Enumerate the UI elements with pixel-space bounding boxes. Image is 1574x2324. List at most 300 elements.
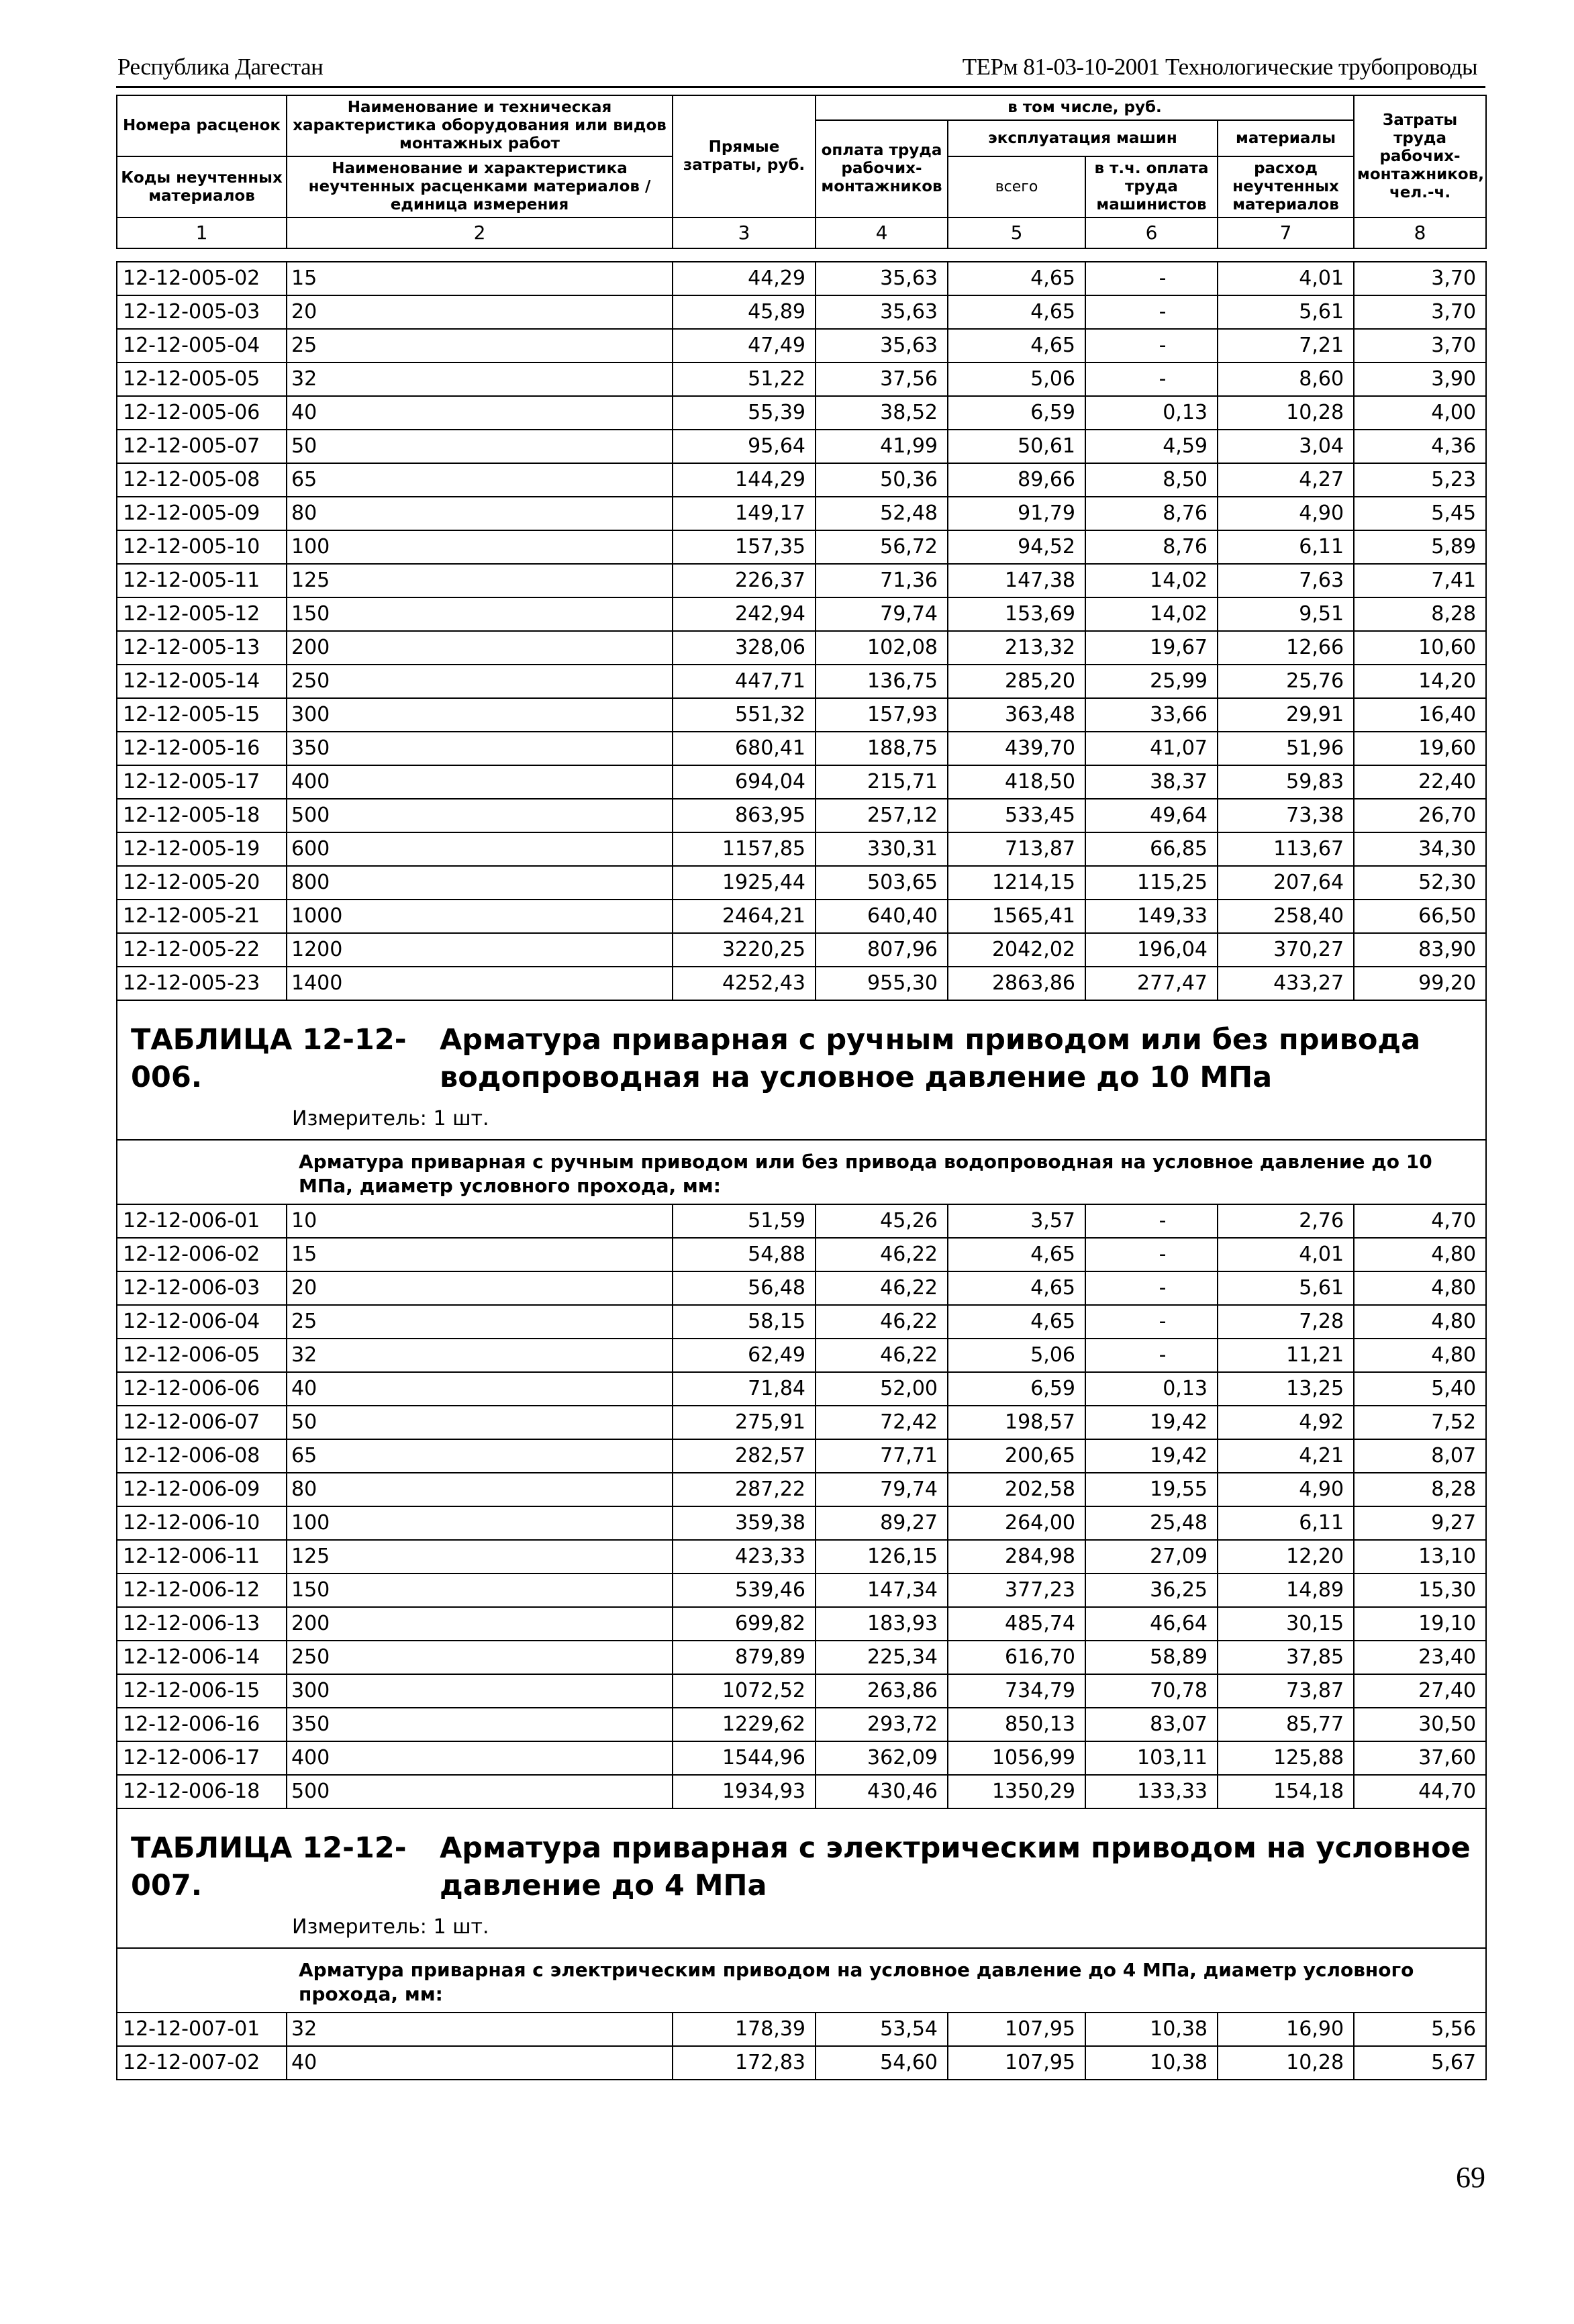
direct-costs-cell: 172,83 (673, 2046, 816, 2080)
diameter-cell: 400 (287, 1741, 673, 1775)
machinists-pay-cell: 8,50 (1085, 463, 1218, 497)
table-row (117, 1674, 1486, 1708)
labor-pay-cell: 41,99 (816, 430, 948, 463)
machinists-pay-cell: 277,47 (1085, 967, 1218, 1000)
direct-costs-cell: 242,94 (673, 597, 816, 631)
machines-total-cell: 5,06 (948, 362, 1085, 396)
labor-pay-cell: 77,71 (816, 1439, 948, 1473)
table-row (117, 1271, 1486, 1305)
labor-hours-cell: 4,80 (1354, 1271, 1486, 1305)
machines-total-cell: 213,32 (948, 631, 1085, 665)
table-row (117, 1607, 1486, 1641)
table-row (117, 1372, 1486, 1406)
machinists-pay-cell: - (1085, 1339, 1218, 1372)
labor-pay-cell: 136,75 (816, 665, 948, 698)
rate-code-cell: 12-12-006-08 (117, 1439, 287, 1473)
rate-code-cell: 12-12-005-08 (117, 463, 287, 497)
table-row (117, 1406, 1486, 1439)
header-row-1 (117, 95, 1486, 120)
diameter-cell: 500 (287, 799, 673, 832)
table-row (117, 1439, 1486, 1473)
header-document-code: ТЕРм 81-03-10-2001 Технологические трубопроводы (962, 54, 1477, 80)
diameter-cell: 80 (287, 1473, 673, 1506)
diameter-cell: 40 (287, 1372, 673, 1406)
table-row (117, 866, 1486, 900)
labor-hours-cell: 9,27 (1354, 1506, 1486, 1540)
direct-costs-cell: 178,39 (673, 2013, 816, 2046)
machines-total-cell: 153,69 (948, 597, 1085, 631)
rate-code-cell: 12-12-006-07 (117, 1406, 287, 1439)
rate-code-cell: 12-12-006-10 (117, 1506, 287, 1540)
rate-code-cell: 12-12-005-11 (117, 564, 287, 597)
diameter-cell: 250 (287, 1641, 673, 1674)
direct-costs-cell: 47,49 (673, 329, 816, 362)
rate-code-cell: 12-12-006-01 (117, 1204, 287, 1238)
diameter-cell: 80 (287, 497, 673, 530)
machines-total-cell: 363,48 (948, 698, 1085, 732)
machinists-pay-cell: - (1085, 1238, 1218, 1271)
machinists-pay-cell: 0,13 (1085, 396, 1218, 430)
materials-unaccounted-cell: 9,51 (1218, 597, 1354, 631)
labor-hours-cell: 83,90 (1354, 933, 1486, 967)
labor-pay-cell: 35,63 (816, 295, 948, 329)
diameter-cell: 65 (287, 1439, 673, 1473)
direct-costs-cell: 4252,43 (673, 967, 816, 1000)
labor-hours-cell: 4,70 (1354, 1204, 1486, 1238)
machinists-pay-cell: 14,02 (1085, 597, 1218, 631)
direct-costs-cell: 149,17 (673, 497, 816, 530)
machinists-pay-cell: 83,07 (1085, 1708, 1218, 1741)
machinists-pay-cell: 25,99 (1085, 665, 1218, 698)
labor-pay-cell: 955,30 (816, 967, 948, 1000)
labor-pay-cell: 46,22 (816, 1305, 948, 1339)
header-machines-total: всего (948, 156, 1085, 217)
diameter-cell: 50 (287, 430, 673, 463)
machinists-pay-cell: 36,25 (1085, 1573, 1218, 1607)
rate-code-cell: 12-12-006-11 (117, 1540, 287, 1573)
materials-unaccounted-cell: 10,28 (1218, 396, 1354, 430)
labor-pay-cell: 46,22 (816, 1238, 948, 1271)
table-row (117, 665, 1486, 698)
column-number: 3 (673, 217, 816, 248)
rate-code-cell: 12-12-005-03 (117, 295, 287, 329)
labor-hours-cell: 5,89 (1354, 530, 1486, 564)
header-region: Республика Дагестан (117, 54, 324, 80)
labor-pay-cell: 35,63 (816, 262, 948, 295)
materials-unaccounted-cell: 4,21 (1218, 1439, 1354, 1473)
machines-total-cell: 713,87 (948, 832, 1085, 866)
direct-costs-cell: 157,35 (673, 530, 816, 564)
machines-total-cell: 850,13 (948, 1708, 1085, 1741)
table-row (117, 732, 1486, 765)
machines-total-cell: 1565,41 (948, 900, 1085, 933)
labor-hours-cell: 3,70 (1354, 262, 1486, 295)
direct-costs-cell: 58,15 (673, 1305, 816, 1339)
direct-costs-cell: 1157,85 (673, 832, 816, 866)
direct-costs-cell: 539,46 (673, 1573, 816, 1607)
materials-unaccounted-cell: 6,11 (1218, 530, 1354, 564)
labor-hours-cell: 8,07 (1354, 1439, 1486, 1473)
machines-total-cell: 4,65 (948, 1238, 1085, 1271)
rate-code-cell: 12-12-006-03 (117, 1271, 287, 1305)
machinists-pay-cell: 27,09 (1085, 1540, 1218, 1573)
direct-costs-cell: 55,39 (673, 396, 816, 430)
materials-unaccounted-cell: 154,18 (1218, 1775, 1354, 1808)
machines-total-cell: 1056,99 (948, 1741, 1085, 1775)
machines-total-cell: 107,95 (948, 2013, 1085, 2046)
labor-pay-cell: 53,54 (816, 2013, 948, 2046)
document-page (116, 54, 1485, 2080)
labor-hours-cell: 15,30 (1354, 1573, 1486, 1607)
diameter-cell: 25 (287, 1305, 673, 1339)
diameter-cell: 1400 (287, 967, 673, 1000)
section-title (117, 1001, 1485, 1096)
direct-costs-cell: 359,38 (673, 1506, 816, 1540)
direct-costs-cell: 1072,52 (673, 1674, 816, 1708)
machinists-pay-cell: 70,78 (1085, 1674, 1218, 1708)
materials-unaccounted-cell: 8,60 (1218, 362, 1354, 396)
spacer-row (117, 248, 1486, 262)
direct-costs-cell: 51,59 (673, 1204, 816, 1238)
materials-unaccounted-cell: 4,92 (1218, 1406, 1354, 1439)
table-12-12-006-section (117, 1000, 1486, 1204)
labor-pay-cell: 35,63 (816, 329, 948, 362)
column-number: 6 (1085, 217, 1218, 248)
header-name-bottom: Наименование и характеристика неучтенных расценками материалов / единица измерения (287, 156, 673, 217)
direct-costs-cell: 54,88 (673, 1238, 816, 1271)
labor-pay-cell: 147,34 (816, 1573, 948, 1607)
rate-code-cell: 12-12-005-12 (117, 597, 287, 631)
diameter-cell: 125 (287, 564, 673, 597)
machinists-pay-cell: 19,42 (1085, 1406, 1218, 1439)
diameter-cell: 500 (287, 1775, 673, 1808)
table-row (117, 1204, 1486, 1238)
machines-total-cell: 198,57 (948, 1406, 1085, 1439)
rate-code-cell: 12-12-005-02 (117, 262, 287, 295)
labor-pay-cell: 45,26 (816, 1204, 948, 1238)
table-row (117, 967, 1486, 1000)
table-row (117, 329, 1486, 362)
labor-hours-cell: 26,70 (1354, 799, 1486, 832)
labor-hours-cell: 7,41 (1354, 564, 1486, 597)
machinists-pay-cell: 14,02 (1085, 564, 1218, 597)
rate-code-cell: 12-12-006-16 (117, 1708, 287, 1741)
machines-total-cell: 3,57 (948, 1204, 1085, 1238)
direct-costs-cell: 328,06 (673, 631, 816, 665)
section-heading-cell (117, 1000, 1486, 1140)
table-row (117, 1540, 1486, 1573)
column-number: 7 (1218, 217, 1354, 248)
table-row (117, 1305, 1486, 1339)
diameter-cell: 100 (287, 530, 673, 564)
materials-unaccounted-cell: 37,85 (1218, 1641, 1354, 1674)
labor-pay-cell: 56,72 (816, 530, 948, 564)
direct-costs-cell: 447,71 (673, 665, 816, 698)
machines-total-cell: 4,65 (948, 295, 1085, 329)
labor-hours-cell: 14,20 (1354, 665, 1486, 698)
labor-pay-cell: 188,75 (816, 732, 948, 765)
materials-unaccounted-cell: 7,63 (1218, 564, 1354, 597)
labor-hours-cell: 19,60 (1354, 732, 1486, 765)
materials-unaccounted-cell: 12,20 (1218, 1540, 1354, 1573)
direct-costs-cell: 423,33 (673, 1540, 816, 1573)
materials-unaccounted-cell: 5,61 (1218, 295, 1354, 329)
table-row (117, 1339, 1486, 1372)
rate-code-cell: 12-12-005-19 (117, 832, 287, 866)
table-row (117, 1708, 1486, 1741)
direct-costs-cell: 275,91 (673, 1406, 816, 1439)
materials-unaccounted-cell: 2,76 (1218, 1204, 1354, 1238)
table-row (117, 1473, 1486, 1506)
section-title-text: Арматура приварная с электрическим приводом на условное давление до 4 МПа (440, 1831, 1471, 1902)
machinists-pay-cell: 19,42 (1085, 1439, 1218, 1473)
labor-pay-cell: 503,65 (816, 866, 948, 900)
section-description-row (117, 1140, 1486, 1204)
materials-unaccounted-cell: 10,28 (1218, 2046, 1354, 2080)
materials-unaccounted-cell: 73,87 (1218, 1674, 1354, 1708)
table-row (117, 900, 1486, 933)
diameter-cell: 300 (287, 1674, 673, 1708)
table-row (117, 832, 1486, 866)
direct-costs-cell: 45,89 (673, 295, 816, 329)
diameter-cell: 400 (287, 765, 673, 799)
direct-costs-cell: 3220,25 (673, 933, 816, 967)
table-row (117, 1775, 1486, 1808)
machinists-pay-cell: 133,33 (1085, 1775, 1218, 1808)
labor-hours-cell: 99,20 (1354, 967, 1486, 1000)
table-row (117, 597, 1486, 631)
machines-total-cell: 89,66 (948, 463, 1085, 497)
machinists-pay-cell: 19,55 (1085, 1473, 1218, 1506)
machines-total-cell: 6,59 (948, 396, 1085, 430)
diameter-cell: 150 (287, 597, 673, 631)
direct-costs-cell: 1229,62 (673, 1708, 816, 1741)
machinists-pay-cell: 19,67 (1085, 631, 1218, 665)
diameter-cell: 350 (287, 1708, 673, 1741)
header-machinists-pay: в т.ч. оплата труда машинистов (1085, 156, 1218, 217)
rate-code-cell: 12-12-005-18 (117, 799, 287, 832)
diameter-cell: 40 (287, 2046, 673, 2080)
labor-pay-cell: 362,09 (816, 1741, 948, 1775)
labor-pay-cell: 640,40 (816, 900, 948, 933)
rate-code-cell: 12-12-006-14 (117, 1641, 287, 1674)
direct-costs-cell: 694,04 (673, 765, 816, 799)
labor-hours-cell: 44,70 (1354, 1775, 1486, 1808)
table-row (117, 2013, 1486, 2046)
table-row (117, 396, 1486, 430)
machinists-pay-cell: 58,89 (1085, 1641, 1218, 1674)
diameter-cell: 20 (287, 295, 673, 329)
diameter-cell: 32 (287, 2013, 673, 2046)
labor-pay-cell: 37,56 (816, 362, 948, 396)
labor-hours-cell: 5,67 (1354, 2046, 1486, 2080)
diameter-cell: 300 (287, 698, 673, 732)
diameter-cell: 100 (287, 1506, 673, 1540)
machinists-pay-cell: 115,25 (1085, 866, 1218, 900)
direct-costs-cell: 226,37 (673, 564, 816, 597)
rate-code-cell: 12-12-006-06 (117, 1372, 287, 1406)
materials-unaccounted-cell: 433,27 (1218, 967, 1354, 1000)
materials-unaccounted-cell: 30,15 (1218, 1607, 1354, 1641)
rate-code-cell: 12-12-005-10 (117, 530, 287, 564)
materials-unaccounted-cell: 7,21 (1218, 329, 1354, 362)
table-12-12-006-rows (117, 1204, 1486, 1808)
column-number: 5 (948, 217, 1085, 248)
materials-unaccounted-cell: 4,01 (1218, 262, 1354, 295)
header-materials: материалы (1218, 120, 1354, 156)
machines-total-cell: 94,52 (948, 530, 1085, 564)
header-codes-top: Номера расценок (117, 95, 287, 156)
machinists-pay-cell: 149,33 (1085, 900, 1218, 933)
rate-code-cell: 12-12-006-18 (117, 1775, 287, 1808)
materials-unaccounted-cell: 16,90 (1218, 2013, 1354, 2046)
section-label: ТАБЛИЦА 12-12-007. (131, 1831, 407, 1902)
header-codes-bottom: Коды неучтенных материалов (117, 156, 287, 217)
direct-costs-cell: 56,48 (673, 1271, 816, 1305)
section-title-row (117, 1808, 1486, 1948)
machines-total-cell: 2863,86 (948, 967, 1085, 1000)
rate-code-cell: 12-12-005-21 (117, 900, 287, 933)
labor-pay-cell: 293,72 (816, 1708, 948, 1741)
rate-code-cell: 12-12-005-09 (117, 497, 287, 530)
header-direct-costs: Прямые затраты, руб. (673, 95, 816, 217)
table-row (117, 295, 1486, 329)
machines-total-cell: 200,65 (948, 1439, 1085, 1473)
machines-total-cell: 91,79 (948, 497, 1085, 530)
machines-total-cell: 284,98 (948, 1540, 1085, 1573)
rates-table (116, 95, 1487, 2080)
table-row (117, 631, 1486, 665)
rate-code-cell: 12-12-006-12 (117, 1573, 287, 1607)
labor-pay-cell: 215,71 (816, 765, 948, 799)
machinists-pay-cell: 33,66 (1085, 698, 1218, 732)
table-12-12-005-rows (117, 262, 1486, 1000)
diameter-cell: 32 (287, 1339, 673, 1372)
section-title (117, 1809, 1485, 1904)
diameter-cell: 15 (287, 262, 673, 295)
materials-unaccounted-cell: 4,01 (1218, 1238, 1354, 1271)
labor-pay-cell: 102,08 (816, 631, 948, 665)
machinists-pay-cell: - (1085, 1305, 1218, 1339)
materials-unaccounted-cell: 29,91 (1218, 698, 1354, 732)
machines-total-cell: 418,50 (948, 765, 1085, 799)
rate-code-cell: 12-12-005-07 (117, 430, 287, 463)
header-labor-pay: оплата труда рабочих-монтажников (816, 120, 948, 217)
header-materials-unaccounted: расход неучтенных материалов (1218, 156, 1354, 217)
diameter-cell: 600 (287, 832, 673, 866)
section-heading-cell (117, 1808, 1486, 1948)
diameter-cell: 200 (287, 631, 673, 665)
direct-costs-cell: 879,89 (673, 1641, 816, 1674)
materials-unaccounted-cell: 4,27 (1218, 463, 1354, 497)
table-row (117, 1741, 1486, 1775)
machines-total-cell: 4,65 (948, 1271, 1085, 1305)
materials-unaccounted-cell: 5,61 (1218, 1271, 1354, 1305)
machinists-pay-cell: - (1085, 362, 1218, 396)
labor-pay-cell: 263,86 (816, 1674, 948, 1708)
rate-code-cell: 12-12-005-16 (117, 732, 287, 765)
labor-hours-cell: 5,23 (1354, 463, 1486, 497)
machines-total-cell: 147,38 (948, 564, 1085, 597)
table-12-12-007-section (117, 1808, 1486, 2013)
table-row (117, 497, 1486, 530)
machinists-pay-cell: 25,48 (1085, 1506, 1218, 1540)
labor-hours-cell: 8,28 (1354, 597, 1486, 631)
diameter-cell: 350 (287, 732, 673, 765)
rate-code-cell: 12-12-006-09 (117, 1473, 287, 1506)
table-row (117, 463, 1486, 497)
labor-hours-cell: 3,90 (1354, 362, 1486, 396)
labor-pay-cell: 72,42 (816, 1406, 948, 1439)
direct-costs-cell: 282,57 (673, 1439, 816, 1473)
diameter-cell: 10 (287, 1204, 673, 1238)
direct-costs-cell: 287,22 (673, 1473, 816, 1506)
column-number: 1 (117, 217, 287, 248)
direct-costs-cell: 863,95 (673, 799, 816, 832)
machines-total-cell: 1350,29 (948, 1775, 1085, 1808)
labor-pay-cell: 430,46 (816, 1775, 948, 1808)
labor-pay-cell: 54,60 (816, 2046, 948, 2080)
table-row (117, 933, 1486, 967)
diameter-cell: 15 (287, 1238, 673, 1271)
direct-costs-cell: 551,32 (673, 698, 816, 732)
machinists-pay-cell: 49,64 (1085, 799, 1218, 832)
diameter-cell: 65 (287, 463, 673, 497)
machinists-pay-cell: 41,07 (1085, 732, 1218, 765)
section-label: ТАБЛИЦА 12-12-006. (131, 1023, 407, 1094)
machines-total-cell: 734,79 (948, 1674, 1085, 1708)
labor-hours-cell: 10,60 (1354, 631, 1486, 665)
column-number: 8 (1354, 217, 1486, 248)
materials-unaccounted-cell: 12,66 (1218, 631, 1354, 665)
direct-costs-cell: 51,22 (673, 362, 816, 396)
header-machines: эксплуатация машин (948, 120, 1218, 156)
diameter-cell: 40 (287, 396, 673, 430)
materials-unaccounted-cell: 85,77 (1218, 1708, 1354, 1741)
rate-code-cell: 12-12-006-15 (117, 1674, 287, 1708)
labor-pay-cell: 183,93 (816, 1607, 948, 1641)
labor-hours-cell: 52,30 (1354, 866, 1486, 900)
labor-hours-cell: 13,10 (1354, 1540, 1486, 1573)
table-row (117, 2046, 1486, 2080)
materials-unaccounted-cell: 25,76 (1218, 665, 1354, 698)
direct-costs-cell: 62,49 (673, 1339, 816, 1372)
labor-hours-cell: 3,70 (1354, 329, 1486, 362)
machines-total-cell: 107,95 (948, 2046, 1085, 2080)
materials-unaccounted-cell: 4,90 (1218, 497, 1354, 530)
rate-code-cell: 12-12-005-14 (117, 665, 287, 698)
section-measure: Измеритель: 1 шт. (292, 1915, 489, 1939)
direct-costs-cell: 1544,96 (673, 1741, 816, 1775)
materials-unaccounted-cell: 370,27 (1218, 933, 1354, 967)
table-row (117, 698, 1486, 732)
rate-code-cell: 12-12-007-02 (117, 2046, 287, 2080)
labor-hours-cell: 3,70 (1354, 295, 1486, 329)
labor-hours-cell: 16,40 (1354, 698, 1486, 732)
labor-hours-cell: 5,56 (1354, 2013, 1486, 2046)
labor-pay-cell: 126,15 (816, 1540, 948, 1573)
labor-hours-cell: 8,28 (1354, 1473, 1486, 1506)
machinists-pay-cell: 66,85 (1085, 832, 1218, 866)
materials-unaccounted-cell: 207,64 (1218, 866, 1354, 900)
labor-pay-cell: 71,36 (816, 564, 948, 597)
table-12-12-007-rows (117, 2013, 1486, 2080)
rate-code-cell: 12-12-005-15 (117, 698, 287, 732)
direct-costs-cell: 1934,93 (673, 1775, 816, 1808)
labor-hours-cell: 30,50 (1354, 1708, 1486, 1741)
labor-pay-cell: 50,36 (816, 463, 948, 497)
labor-pay-cell: 52,48 (816, 497, 948, 530)
